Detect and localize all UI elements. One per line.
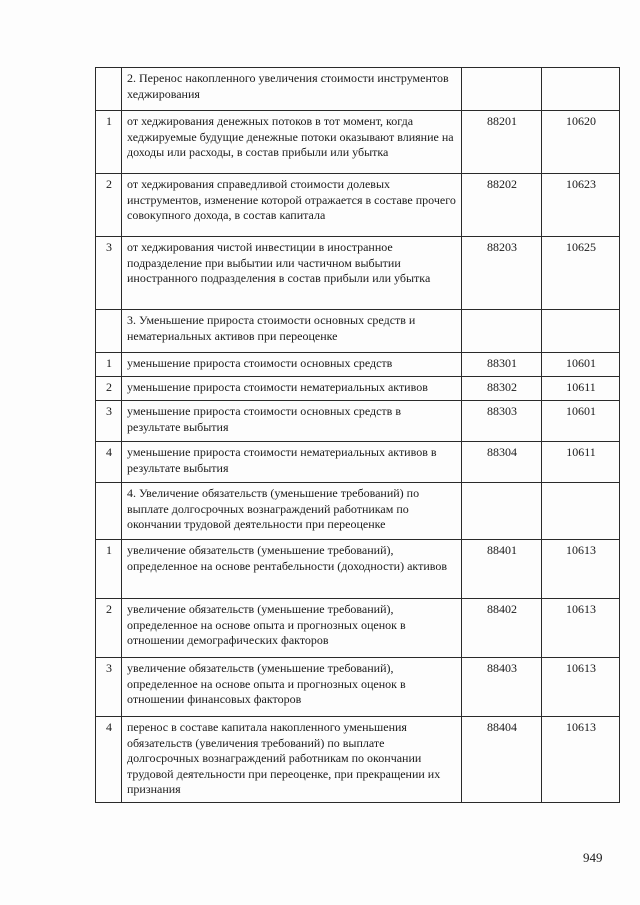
account-code: 88403 <box>462 658 542 717</box>
row-number: 3 <box>96 658 122 717</box>
account-code: 88402 <box>462 599 542 658</box>
row-description: уменьшение прироста стоимости основных средств <box>122 353 462 377</box>
table-row <box>96 377 620 401</box>
symbol-code <box>542 68 620 111</box>
table-row <box>96 483 620 540</box>
row-description: от хеджирования денежных потоков в тот момент, когда хеджируемые будущие денежные потоки оказывают влияние на доходы или расходы, в состав прибыли или убытка <box>122 111 462 174</box>
symbol-code: 10611 <box>542 377 620 401</box>
row-description: от хеджирования справедливой стоимости долевых инструментов, изменение которой отражается в составе прочего совокупного дохода, в состав капитала <box>122 174 462 237</box>
page-number: 949 <box>583 850 603 865</box>
row-description: от хеджирования чистой инвестиции в иностранное подразделение при выбытии или частичном выбытии иностранного подразделения в состав прибыли или убытка <box>122 237 462 310</box>
symbol-code: 10625 <box>542 237 620 310</box>
table-row <box>96 442 620 483</box>
section-heading: 4. Увеличение обязательств (уменьшение требований) по выплате долгосрочных вознаграждений работникам по окончании трудовой деятельности при переоценке <box>122 483 462 540</box>
symbol-code: 10611 <box>542 442 620 483</box>
table-row <box>96 717 620 803</box>
row-description: перенос в составе капитала накопленного уменьшения обязательств (увеличения требований) по выплате долгосрочных вознаграждений работникам по окончании трудовой деятельности при переоценке, при прекращении их признания <box>122 717 462 803</box>
account-code: 88302 <box>462 377 542 401</box>
table-row <box>96 540 620 599</box>
symbol-code: 10601 <box>542 353 620 377</box>
row-number: 1 <box>96 540 122 599</box>
account-code <box>462 483 542 540</box>
symbol-code: 10613 <box>542 658 620 717</box>
row-number: 1 <box>96 111 122 174</box>
symbol-code: 10613 <box>542 540 620 599</box>
row-description: увеличение обязательств (уменьшение требований), определенное на основе опыта и прогнозных оценок в отношении финансовых факторов <box>122 658 462 717</box>
row-number <box>96 483 122 540</box>
row-description: увеличение обязательств (уменьшение требований), определенное на основе опыта и прогнозных оценок в отношении демографических факторов <box>122 599 462 658</box>
symbol-code: 10613 <box>542 717 620 803</box>
row-number: 2 <box>96 377 122 401</box>
row-description: увеличение обязательств (уменьшение требований), определенное на основе рентабельности (доходности) активов <box>122 540 462 599</box>
section-heading: 3. Уменьшение прироста стоимости основных средств и нематериальных активов при переоценке <box>122 310 462 353</box>
account-code: 88303 <box>462 401 542 442</box>
account-code: 88301 <box>462 353 542 377</box>
symbol-code: 10620 <box>542 111 620 174</box>
row-number: 2 <box>96 599 122 658</box>
table-row <box>96 353 620 377</box>
symbol-code: 10601 <box>542 401 620 442</box>
account-code <box>462 310 542 353</box>
account-code: 88201 <box>462 111 542 174</box>
table-row <box>96 237 620 310</box>
table-row <box>96 68 620 111</box>
row-description: уменьшение прироста стоимости нематериальных активов <box>122 377 462 401</box>
row-number: 1 <box>96 353 122 377</box>
account-code <box>462 68 542 111</box>
table-row <box>96 401 620 442</box>
table-row <box>96 599 620 658</box>
account-code: 88401 <box>462 540 542 599</box>
accounts-table <box>95 67 620 803</box>
row-number: 3 <box>96 401 122 442</box>
table-row <box>96 658 620 717</box>
row-number <box>96 68 122 111</box>
row-number <box>96 310 122 353</box>
table-row <box>96 174 620 237</box>
symbol-code: 10613 <box>542 599 620 658</box>
row-number: 4 <box>96 442 122 483</box>
row-description: уменьшение прироста стоимости основных средств в результате выбытия <box>122 401 462 442</box>
account-code: 88304 <box>462 442 542 483</box>
row-number: 2 <box>96 174 122 237</box>
symbol-code: 10623 <box>542 174 620 237</box>
account-code: 88202 <box>462 174 542 237</box>
section-heading: 2. Перенос накопленного увеличения стоимости инструментов хеджирования <box>122 68 462 111</box>
table-row <box>96 310 620 353</box>
symbol-code <box>542 483 620 540</box>
account-code: 88203 <box>462 237 542 310</box>
table-row <box>96 111 620 174</box>
row-number: 3 <box>96 237 122 310</box>
symbol-code <box>542 310 620 353</box>
row-description: уменьшение прироста стоимости нематериальных активов в результате выбытия <box>122 442 462 483</box>
row-number: 4 <box>96 717 122 803</box>
account-code: 88404 <box>462 717 542 803</box>
